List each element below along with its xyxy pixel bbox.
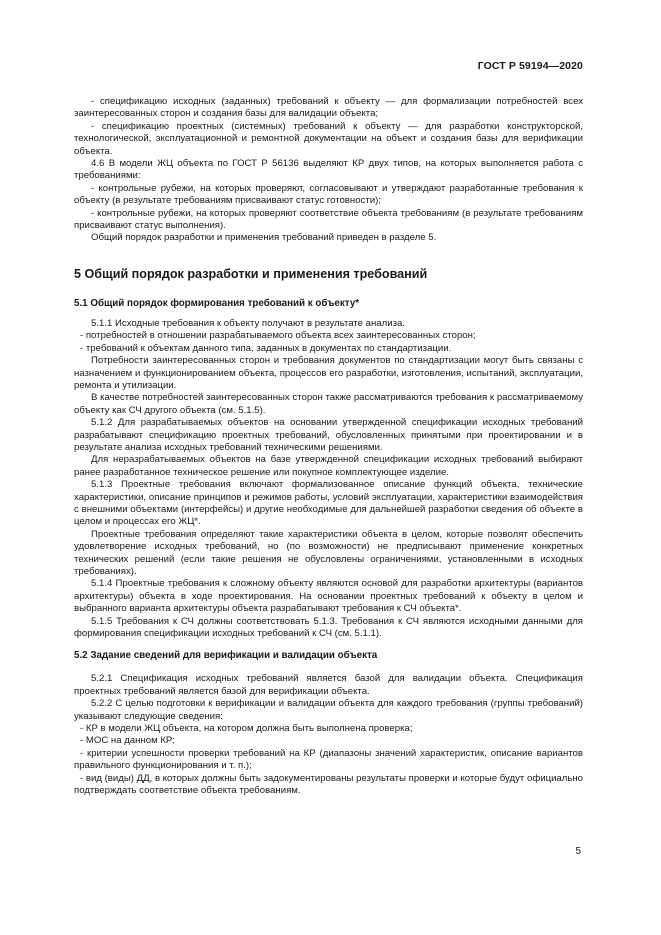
intro-paragraph: - спецификацию исходных (заданных) требований к объекту — для формализации потребностей всех заинтересованных сторон и создания базы для валидации объекта; xyxy=(74,96,583,120)
subsection-5-2-paragraph: - критерии успешности проверки требований на КР (диапазоны значений характеристик, описание вариантов правильного функционирования и т. п.); xyxy=(74,747,583,772)
intro-paragraph: - контрольные рубежи, на которых проверяют соответствие объекта требованиям (в результате требованиям присваивают статус выполнения). xyxy=(74,207,583,232)
subsection-5-1-paragraph: Для неразрабатываемых объектов на базе утвержденной спецификации исходных требований выбирают ранее разработанное техническое решение или покупное комплектующее изделие. xyxy=(74,454,583,478)
subsection-5-1-paragraph: 5.1.3 Проектные требования включают формализованное описание функций объекта, технические характеристики, описание принципов и режимов работы, условий эксплуатации, характеристики взаимодействия с внешними объектами (интерфейсы) и другие необходимые для дальнейшей разработки сведения об объекте в целом и процессах его ЖЦ*. xyxy=(74,479,583,528)
subsection-5-1-paragraph: Потребности заинтересованных сторон и требования документов по стандартизации могут быть связаны с назначением и функционированием объекта, процессов его разработки, изготовления, испытаний, эксплуатации, ремонта и утилизации. xyxy=(74,355,583,391)
section-5-heading: 5 Общий порядок разработки и применения требований xyxy=(74,266,428,281)
subsection-5-1-paragraph: 5.1.2 Для разрабатываемых объектов на основании утвержденной спецификации исходных требований разрабатывают спецификацию проектных требований, обусловленных принятыми при проектировании и в результате анализа исходных требований техническими решениями. xyxy=(74,417,583,453)
subsection-5-1-heading: 5.1 Общий порядок формирования требований к объекту* xyxy=(74,297,360,309)
intro-paragraph: 4.6 В модели ЖЦ объекта по ГОСТ Р 56136 выделяют КР двух типов, на которых выполняется работа с требованиями: xyxy=(74,158,583,182)
subsection-5-2-paragraph: - вид (виды) ДД, в которых должны быть задокументированы результаты проверки и которые будут официально подтверждать соответствие объекта требованиям. xyxy=(74,772,583,797)
subsection-5-1-paragraph: 5.1.1 Исходные требования к объекту получают в результате анализа. xyxy=(91,317,405,329)
intro-paragraph: - спецификацию проектных (системных) требований к объекту — для разработки конструкторской, технологической, эксплуатационной и ремонтной документации на объект и создания базы для верификации объекта. xyxy=(74,120,583,157)
subsection-5-1-paragraph: Проектные требования определяют такие характеристики объекта в целом, которые позволят обеспечить удовлетворение исходных требований, но (по возможности) не предписывают применение конкретных технических решений (если такие решения не обусловлены ограничениями, установленными в исходных требованиях). xyxy=(74,528,583,577)
subsection-5-1-paragraph: 5.1.4 Проектные требования к сложному объекту являются основой для разработки архитектуры (вариантов архитектуры) объекта в ходе проектирования. На основании проектных требований к объекту в целом и выбранного варианта архитектуры объекта разрабатывают требования к СЧ объекта*. xyxy=(74,578,583,615)
document-header-code: ГОСТ Р 59194—2020 xyxy=(477,60,583,72)
page-number: 5 xyxy=(575,846,581,857)
subsection-5-2-paragraph: - КР в модели ЖЦ объекта, на котором должна быть выполнена проверка; xyxy=(80,723,413,735)
subsection-5-1-paragraph: В качестве потребностей заинтересованных сторон также рассматриваются требования к рассматриваемому объекту как СЧ другого объекта (см. 5.1.5). xyxy=(74,392,583,416)
intro-paragraph: Общий порядок разработки и применения требований приведен в разделе 5. xyxy=(91,232,437,244)
subsection-5-2-heading: 5.2 Задание сведений для верификации и валидации объекта xyxy=(74,650,378,662)
document-body xyxy=(74,96,583,798)
subsection-5-2-paragraph: 5.2.2 С целью подготовки к верификации и валидации объекта для каждого требования (группы требований) указывают следующие сведения: xyxy=(74,698,583,722)
subsection-5-2-paragraph: - МОС на данном КР; xyxy=(80,735,175,747)
intro-paragraph: - контрольные рубежи, на которых проверяют, согласовывают и утверждают разработанные требования к объекту (в результате требованиям присваивают статус готовности); xyxy=(74,182,583,207)
subsection-5-1-paragraph: 5.1.5 Требования к СЧ должны соответствовать 5.1.3. Требования к СЧ являются исходными данными для формирования спецификации исходных требований к СЧ (см. 5.1.1). xyxy=(74,615,583,640)
subsection-5-2-paragraph: 5.2.1 Спецификация исходных требований является базой для валидации объекта. Спецификация проектных требований является базой для верификации объекта. xyxy=(74,673,583,697)
subsection-5-1-paragraph: - требований к объектам данного типа, заданных в документах по стандартизации. xyxy=(80,342,452,354)
subsection-5-1-paragraph: - потребностей в отношении разрабатываемого объекта всех заинтересованных сторон; xyxy=(80,330,476,342)
